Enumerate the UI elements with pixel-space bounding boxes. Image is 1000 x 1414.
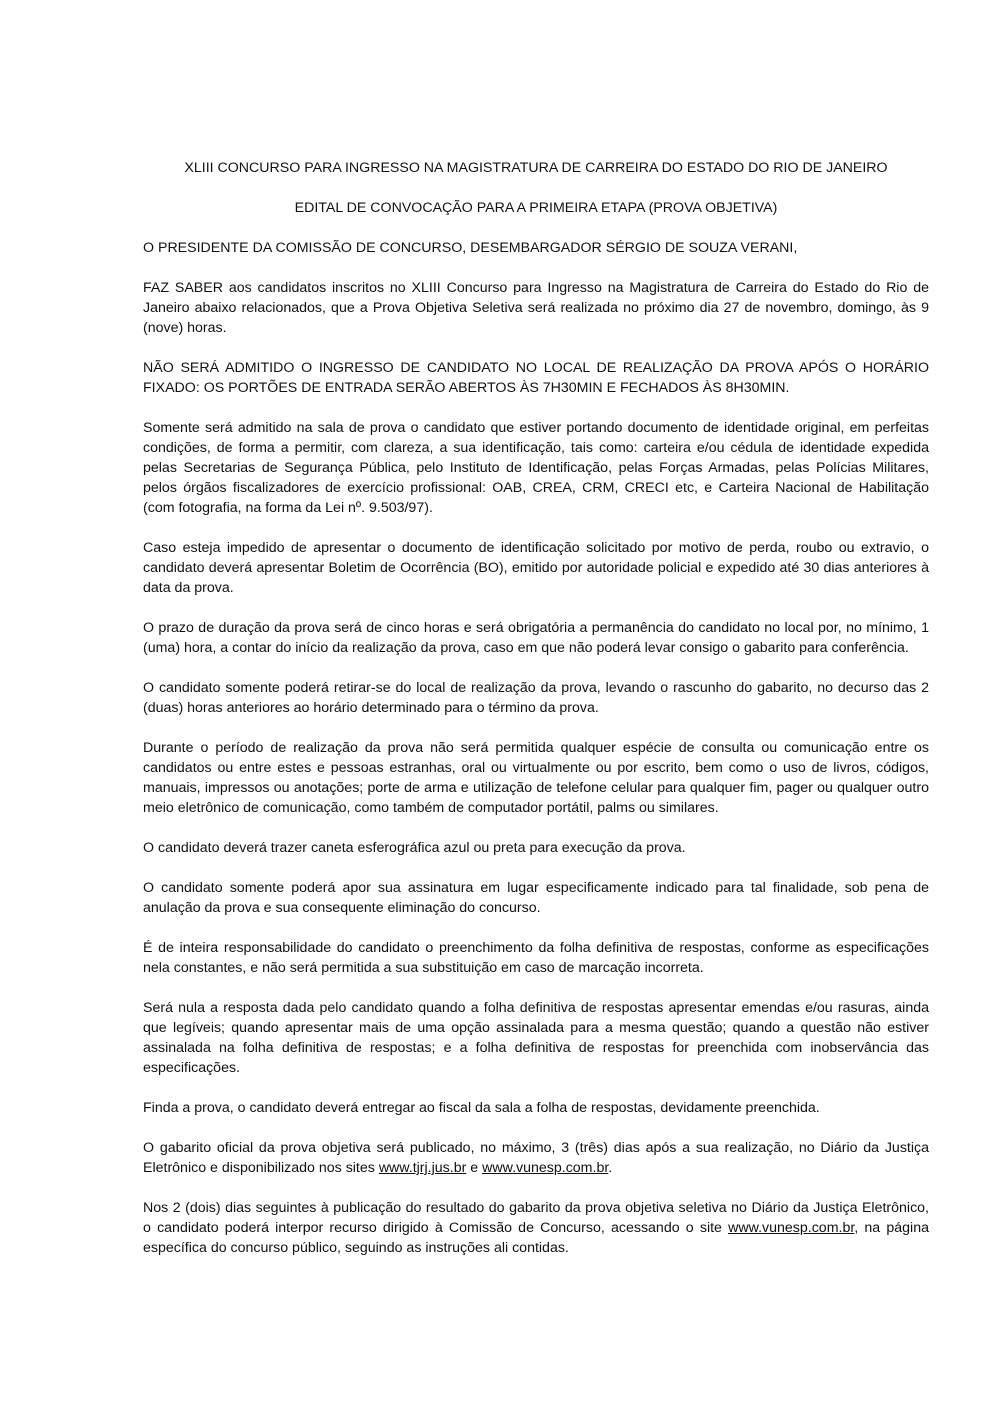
vunesp-recurso-link[interactable]: www.vunesp.com.br — [728, 1220, 855, 1236]
paragraph-recurso — [143, 1198, 929, 1258]
paragraph-horario: NÃO SERÁ ADMITIDO O INGRESSO DE CANDIDATO NO LOCAL DE REALIZAÇÃO DA PROVA APÓS O HORÁRIO FIXADO: OS PORTÕES DE ENTRADA SERÃO ABERTOS ÀS 7H30MIN E FECHADOS ÀS 8H30MIN. — [143, 360, 929, 396]
gabarito-text-after: . — [608, 1160, 613, 1176]
paragraph-retirada: O candidato somente poderá retirar-se do local de realização da prova, levando o rascunho do gabarito, no decurso das 2 (duas) horas anteriores ao horário determinado para o término da prova. — [143, 680, 929, 716]
tjrj-link[interactable]: www.tjrj.jus.br — [378, 1160, 467, 1176]
paragraph-folha-respostas: É de inteira responsabilidade do candidato o preenchimento da folha definitiva de respostas, conforme as especificações nela constantes, e não será permitida a sua substituição em caso de marcação incorreta. — [143, 940, 929, 976]
paragraph-presidente: O PRESIDENTE DA COMISSÃO DE CONCURSO, DESEMBARGADOR SÉRGIO DE SOUZA VERANI, — [143, 240, 798, 256]
document-title: XLIII CONCURSO PARA INGRESSO NA MAGISTRATURA DE CARREIRA DO ESTADO DO RIO DE JANEIRO — [184, 160, 888, 176]
paragraph-resposta-nula: Será nula a resposta dada pelo candidato quando a folha definitiva de respostas apresentar emendas e/ou rasuras, ainda que legíveis; quando apresentar mais de uma opção assinalada para a mesma questão; quando a questão não estiver assinalada na folha definitiva de respostas; e a folha definitiva de respostas for preenchida com inobservância das especificações. — [143, 1000, 929, 1076]
recurso-text-after: , na página específica do concurso público, seguindo as instruções ali contidas. — [143, 1220, 929, 1256]
document-subtitle: EDITAL DE CONVOCAÇÃO PARA A PRIMEIRA ETAPA (PROVA OBJETIVA) — [294, 200, 778, 216]
paragraph-assinatura: O candidato somente poderá apor sua assinatura em lugar especificamente indicado para tal finalidade, sob pena de anulação da prova e sua consequente eliminação do concurso. — [143, 880, 929, 916]
paragraph-faz-saber: FAZ SABER aos candidatos inscritos no XLIII Concurso para Ingresso na Magistratura de Carreira do Estado do Rio de Janeiro abaixo relacionados, que a Prova Objetiva Seletiva será realizada no próximo dia 27 de novembro, domingo, às 9 (nove) horas. — [143, 280, 929, 336]
paragraph-proibicoes: Durante o período de realização da prova não será permitida qualquer espécie de consulta ou comunicação entre os candidatos ou entre estes e pessoas estranhas, oral ou virtualmente ou por escrito, bem como o uso de livros, códigos, manuais, impressos ou anotações; porte de arma e utilização de telefone celular para qualquer fim, pager ou qualquer outro meio eletrônico de comunicação, como também de computador portátil, palms ou similares. — [143, 740, 929, 816]
paragraph-boletim-ocorrencia: Caso esteja impedido de apresentar o documento de identificação solicitado por motivo de perda, roubo ou extravio, o candidato deverá apresentar Boletim de Ocorrência (BO), emitido por autoridade policial e expedido até 30 dias anteriores à data da prova. — [143, 540, 929, 596]
vunesp-link[interactable]: www.vunesp.com.br — [482, 1160, 609, 1176]
paragraph-duracao-prova: O prazo de duração da prova será de cinco horas e será obrigatória a permanência do candidato no local por, no mínimo, 1 (uma) hora, a contar do início da realização da prova, caso em que não poderá levar consigo o gabarito para conferência. — [143, 620, 929, 656]
gabarito-text-middle: e — [466, 1160, 483, 1176]
recurso-text-before: Nos 2 (dois) dias seguintes à publicação do resultado do gabarito da prova objetiva seletiva no Diário da Justiça Eletrônico, o candidato poderá interpor recurso dirigido à Comissão de Concurso, acessando o site — [143, 1200, 929, 1236]
paragraph-documento-identidade: Somente será admitido na sala de prova o candidato que estiver portando documento de identidade original, em perfeitas condições, de forma a permitir, com clareza, a sua identificação, tais como: carteira e/ou cédula de identidade expedida pelas Secretarias de Segurança Pública, pelo Instituto de Identificação, pelas Forças Armadas, pelas Polícias Militares, pelos órgãos fiscalizadores de exercício profissional: OAB, CREA, CRM, CRECI etc, e Carteira Nacional de Habilitação (com fotografia, na forma da Lei nº. 9.503/97). — [143, 420, 929, 516]
paragraph-entrega: Finda a prova, o candidato deverá entregar ao fiscal da sala a folha de respostas, devidamente preenchida. — [143, 1100, 820, 1116]
gabarito-text-before: O gabarito oficial da prova objetiva será publicado, no máximo, 3 (três) dias após a sua realização, no Diário da Justiça Eletrônico e disponibilizado nos sites — [143, 1140, 929, 1176]
paragraph-caneta: O candidato deverá trazer caneta esferográfica azul ou preta para execução da prova. — [143, 840, 686, 856]
paragraph-gabarito — [143, 1138, 929, 1178]
document-page — [143, 158, 929, 1278]
